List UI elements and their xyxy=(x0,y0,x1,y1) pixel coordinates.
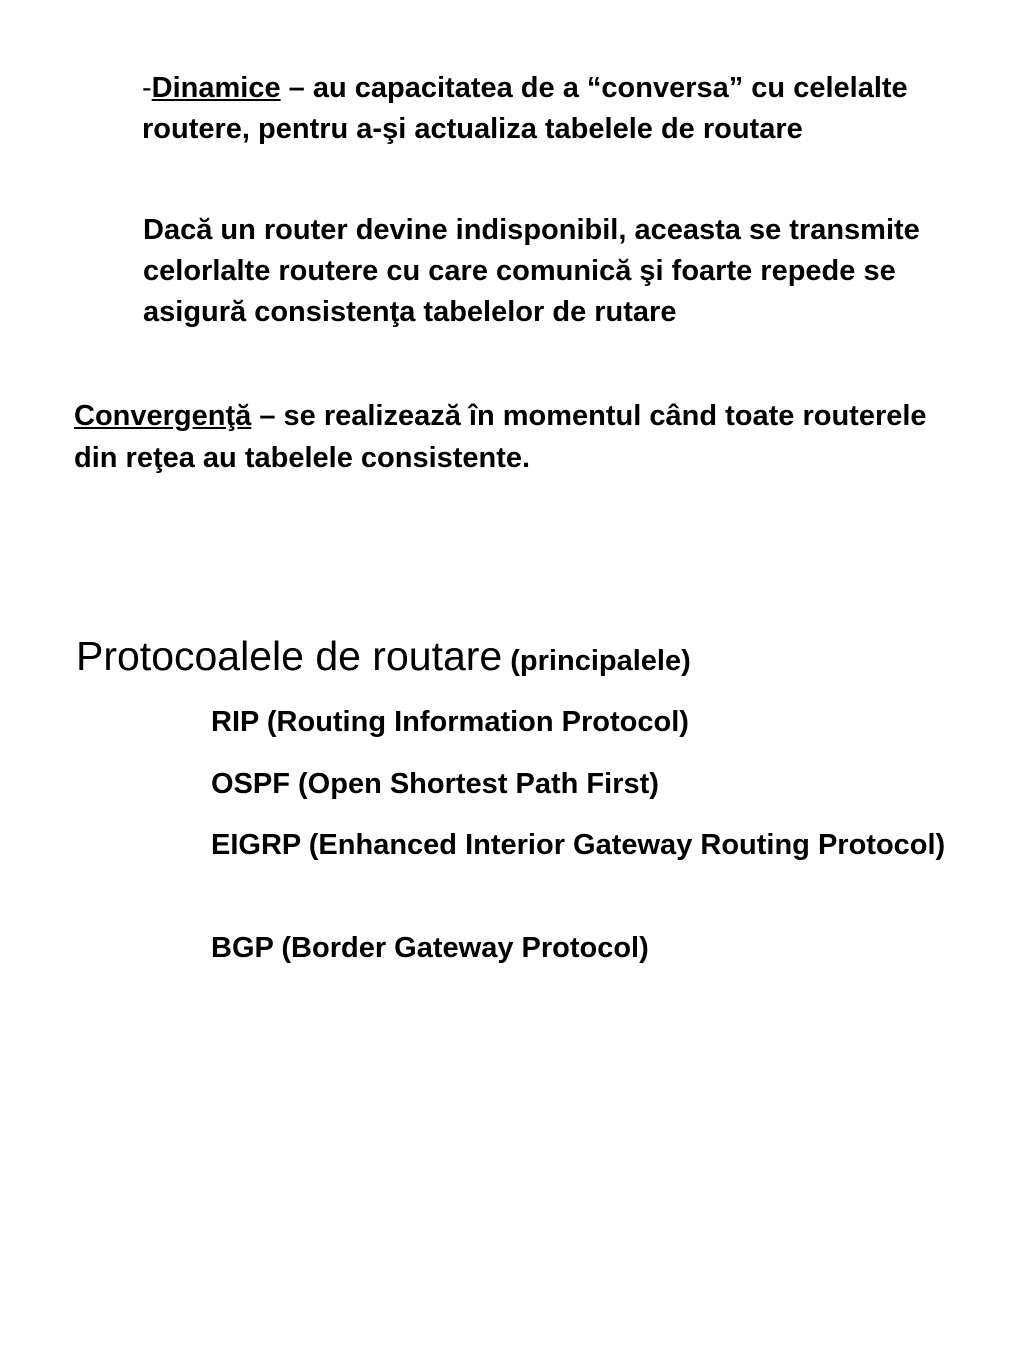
protocol-item-eigrp: EIGRP (Enhanced Interior Gateway Routing Protocol) xyxy=(211,829,946,861)
dinamice-paragraph xyxy=(142,68,952,150)
protocol-item-rip: RIP (Routing Information Protocol) xyxy=(211,706,689,738)
router-unavailable-paragraph xyxy=(143,210,953,333)
protocol-item-ospf: OSPF (Open Shortest Path First) xyxy=(211,768,659,800)
router-unavailable-text: Dacă un router devine indisponibil, aceasta se transmite celorlalte routere cu care comunică şi foarte repede se asigură consistenţa tabelelor de rutare xyxy=(143,214,920,328)
protocols-heading-title: Protocoalele de routare xyxy=(76,633,503,679)
dinamice-prefix: - xyxy=(142,72,152,104)
dinamice-text: – au capacitatea de a “conversa” cu celelalte routere, pentru a-şi actualiza tabelele de routare xyxy=(142,72,908,145)
protocol-item-bgp: BGP (Border Gateway Protocol) xyxy=(211,932,649,964)
protocols-heading xyxy=(76,628,956,689)
convergenta-text: – se realizează în momentul când toate routerele din reţea au tabelele consistente. xyxy=(74,400,927,474)
convergenta-paragraph xyxy=(74,395,954,479)
protocols-heading-subtitle: (principalele) xyxy=(502,645,691,677)
dinamice-term: Dinamice xyxy=(151,72,281,104)
convergenta-term: Convergenţă xyxy=(74,400,252,432)
